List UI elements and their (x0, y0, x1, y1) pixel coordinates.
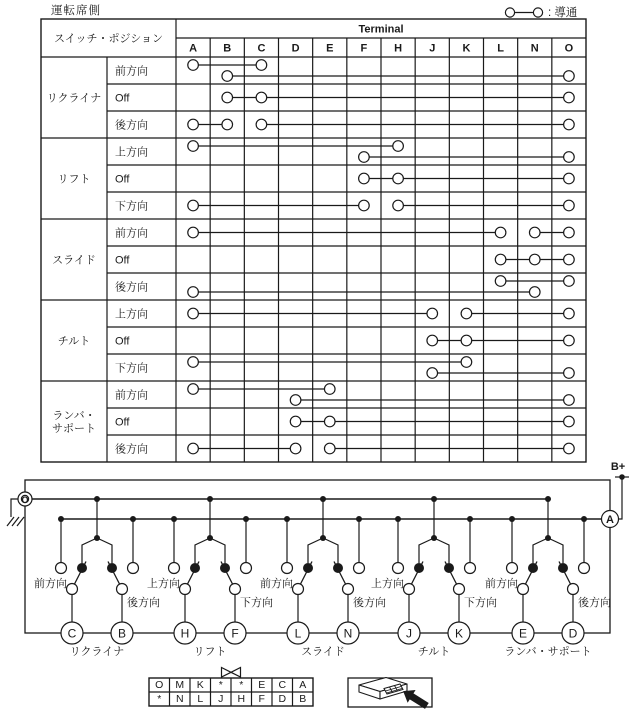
terminal-column-label: A (189, 42, 198, 55)
position-label: 下方向 (115, 200, 148, 213)
pin-cell: K (196, 679, 204, 692)
continuity-marker (427, 368, 438, 379)
position-label: Off (115, 254, 130, 267)
continuity-marker (188, 357, 199, 368)
continuity-marker (188, 287, 199, 298)
continuity-marker (256, 60, 267, 71)
continuity-marker (461, 357, 472, 368)
direction-label-left: 前方向 (485, 578, 518, 590)
position-label: Off (115, 416, 130, 429)
switch-position-header: スイッチ・ポジション (53, 33, 164, 45)
continuity-marker (256, 119, 267, 130)
continuity-marker (495, 254, 506, 265)
position-label: 前方向 (115, 227, 148, 240)
pin-cell: * (239, 679, 244, 692)
switch-group-name: スライド (301, 646, 345, 658)
connector-pinout (149, 668, 313, 707)
terminal-column-label: H (394, 42, 403, 55)
terminal-letter: E (518, 626, 528, 641)
group-label: スライド (52, 254, 96, 267)
terminal-letter: B (117, 626, 127, 641)
continuity-marker (529, 287, 540, 298)
switch-group-name: リフト (193, 646, 227, 658)
connector-key-icon (222, 668, 241, 678)
power-node (619, 474, 625, 480)
junction-dot (243, 516, 249, 522)
continuity-marker (564, 71, 575, 82)
terminal-column-label: K (462, 42, 471, 55)
branch-wire (419, 538, 434, 563)
switch-group-1 (34, 496, 160, 658)
junction-dot (58, 516, 64, 522)
page-title: 運転席側 (51, 5, 101, 17)
continuity-marker (188, 384, 199, 395)
pin-cell: * (157, 693, 162, 706)
branch-wire (548, 538, 563, 563)
continuity-marker (222, 92, 233, 103)
continuity-marker (359, 152, 370, 163)
terminal-column-label: E (326, 42, 334, 55)
terminal-column-label: J (429, 42, 436, 55)
pin-cell: H (237, 693, 246, 706)
branch-wire (533, 538, 548, 563)
terminal-column-label: F (360, 42, 368, 55)
branch-wire (82, 538, 97, 563)
open-contact (56, 563, 67, 574)
terminal-letter: D (568, 626, 578, 641)
switch-group-3 (260, 496, 386, 658)
continuity-marker (188, 443, 199, 454)
pin-cell: D (278, 693, 287, 706)
direction-label-right: 後方向 (578, 597, 611, 609)
terminal-column-label: B (223, 42, 232, 55)
continuity-marker (564, 416, 575, 427)
continuity-marker (188, 60, 199, 71)
pin-cell: A (299, 679, 307, 692)
power-source (611, 461, 629, 519)
direction-label-left: 上方向 (371, 578, 404, 590)
continuity-marker (393, 141, 404, 152)
branch-wire (97, 538, 112, 563)
pin-cell: * (218, 679, 223, 692)
power-wire (618, 477, 622, 519)
open-contact (579, 563, 590, 574)
continuity-marker (495, 227, 506, 238)
junction-dot (356, 516, 362, 522)
direction-label-left: 前方向 (34, 578, 67, 590)
continuity-marker (290, 416, 301, 427)
switch-pivot (518, 584, 529, 595)
open-contact (507, 563, 518, 574)
terminal-letter: H (180, 626, 190, 641)
legend-label: : 導通 (548, 7, 578, 19)
switch-pivot (404, 584, 415, 595)
direction-label-right: 下方向 (240, 597, 273, 609)
connector-icon (348, 678, 432, 711)
junction-dot (581, 516, 587, 522)
terminal-column-label: O (564, 42, 574, 55)
continuity-marker (427, 335, 438, 346)
pin-cell: N (175, 693, 184, 706)
group-label: チルト (57, 335, 91, 348)
position-label: 上方向 (115, 146, 148, 159)
continuity-marker (529, 254, 540, 265)
continuity-marker (564, 254, 575, 265)
pin-cell: M (175, 679, 185, 692)
continuity-marker (529, 227, 540, 238)
continuity-marker (290, 443, 301, 454)
switch-pivot (568, 584, 579, 595)
continuity-marker (461, 308, 472, 319)
continuity-marker (393, 173, 404, 184)
open-contact (241, 563, 252, 574)
open-contact (282, 563, 293, 574)
continuity-marker (564, 308, 575, 319)
branch-wire (434, 538, 449, 563)
continuity-marker (188, 141, 199, 152)
position-label: 前方向 (115, 65, 148, 78)
continuity-legend (503, 4, 577, 20)
continuity-marker (564, 119, 575, 130)
terminal-letter: F (231, 626, 239, 641)
junction-dot (509, 516, 515, 522)
switch-pivot (343, 584, 354, 595)
pin-cell: B (299, 693, 307, 706)
continuity-marker (188, 308, 199, 319)
group-label: ランバ・サポート (52, 410, 96, 435)
junction-dot (395, 516, 401, 522)
continuity-marker (188, 119, 199, 130)
pin-cell: C (278, 679, 287, 692)
continuity-marker (359, 200, 370, 211)
switch-group-4 (371, 496, 497, 658)
open-contact (354, 563, 365, 574)
continuity-marker (324, 416, 335, 427)
continuity-marker (564, 335, 575, 346)
direction-label-right: 後方向 (353, 597, 386, 609)
open-contact (128, 563, 139, 574)
ground-stub (11, 499, 18, 517)
junction-dot (171, 516, 177, 522)
position-label: Off (115, 173, 130, 186)
switch-pivot (67, 584, 78, 595)
switch-pivot (293, 584, 304, 595)
open-contact (465, 563, 476, 574)
continuity-marker (222, 119, 233, 130)
direction-label-left: 前方向 (260, 578, 293, 590)
continuity-marker (564, 92, 575, 103)
pin-cell: O (155, 679, 164, 692)
continuity-marker (290, 395, 301, 406)
direction-label-left: 上方向 (147, 578, 180, 590)
switch-pivot (230, 584, 241, 595)
continuity-marker (427, 308, 438, 319)
continuity-marker (188, 200, 199, 211)
open-contact (169, 563, 180, 574)
continuity-marker (564, 227, 575, 238)
continuity-marker (564, 395, 575, 406)
power-label: B+ (610, 461, 626, 473)
continuity-marker (564, 368, 575, 379)
terminal-A-label: A (606, 514, 614, 526)
continuity-symbol-icon (503, 6, 545, 19)
junction-dot (467, 516, 473, 522)
direction-label-right: 後方向 (127, 597, 160, 609)
branch-wire (195, 538, 210, 563)
continuity-marker (324, 443, 335, 454)
switch-group-name: リクライナ (69, 646, 125, 658)
continuity-marker (188, 227, 199, 238)
continuity-marker (359, 173, 370, 184)
switch-pivot (117, 584, 128, 595)
position-label: Off (115, 335, 130, 348)
terminal-letter: N (343, 626, 353, 641)
position-label: 下方向 (115, 362, 148, 375)
group-label: リクライナ (46, 92, 102, 105)
terminal-column-label: L (497, 42, 504, 55)
direction-label-right: 下方向 (464, 597, 497, 609)
continuity-marker (256, 92, 267, 103)
position-label: 後方向 (115, 281, 148, 294)
terminal-O-label: O (21, 495, 29, 505)
continuity-marker (222, 71, 233, 82)
terminal-letter: K (454, 626, 464, 641)
group-label: リフト (57, 173, 91, 186)
junction-dot (130, 516, 136, 522)
continuity-table (41, 19, 586, 462)
pin-cell: L (197, 693, 204, 706)
continuity-marker (324, 384, 335, 395)
continuity-marker (564, 173, 575, 184)
branch-wire (308, 538, 323, 563)
terminal-column-label: N (530, 42, 539, 55)
switch-group-name: チルト (417, 646, 451, 658)
pin-cell: E (258, 679, 266, 692)
terminal-column-label: C (257, 42, 266, 55)
continuity-marker (564, 276, 575, 287)
position-label: Off (115, 92, 130, 105)
position-label: 前方向 (115, 389, 148, 402)
pin-cell: J (218, 693, 224, 706)
continuity-marker (495, 276, 506, 287)
terminal-header: Terminal (358, 23, 404, 36)
continuity-marker (564, 200, 575, 211)
branch-wire (210, 538, 225, 563)
terminal-letter: C (67, 626, 77, 641)
continuity-marker (564, 443, 575, 454)
pin-cell: F (258, 693, 265, 706)
terminal-column-label: D (291, 42, 300, 55)
switch-pivot (454, 584, 465, 595)
position-label: 後方向 (115, 119, 148, 132)
switch-circuit-diagram (7, 461, 629, 658)
continuity-marker (393, 200, 404, 211)
junction-dot (284, 516, 290, 522)
switch-group-5 (485, 496, 611, 658)
continuity-marker (461, 335, 472, 346)
terminal-letter: L (294, 626, 302, 641)
switch-unit-outline (25, 480, 610, 633)
open-contact (393, 563, 404, 574)
position-label: 後方向 (115, 443, 148, 456)
branch-wire (323, 538, 338, 563)
position-label: 上方向 (115, 308, 148, 321)
switch-group-2 (147, 496, 273, 658)
continuity-marker (564, 152, 575, 163)
switch-group-name: ランバ・サポート (504, 646, 592, 658)
switch-pivot (180, 584, 191, 595)
terminal-letter: J (406, 626, 412, 641)
